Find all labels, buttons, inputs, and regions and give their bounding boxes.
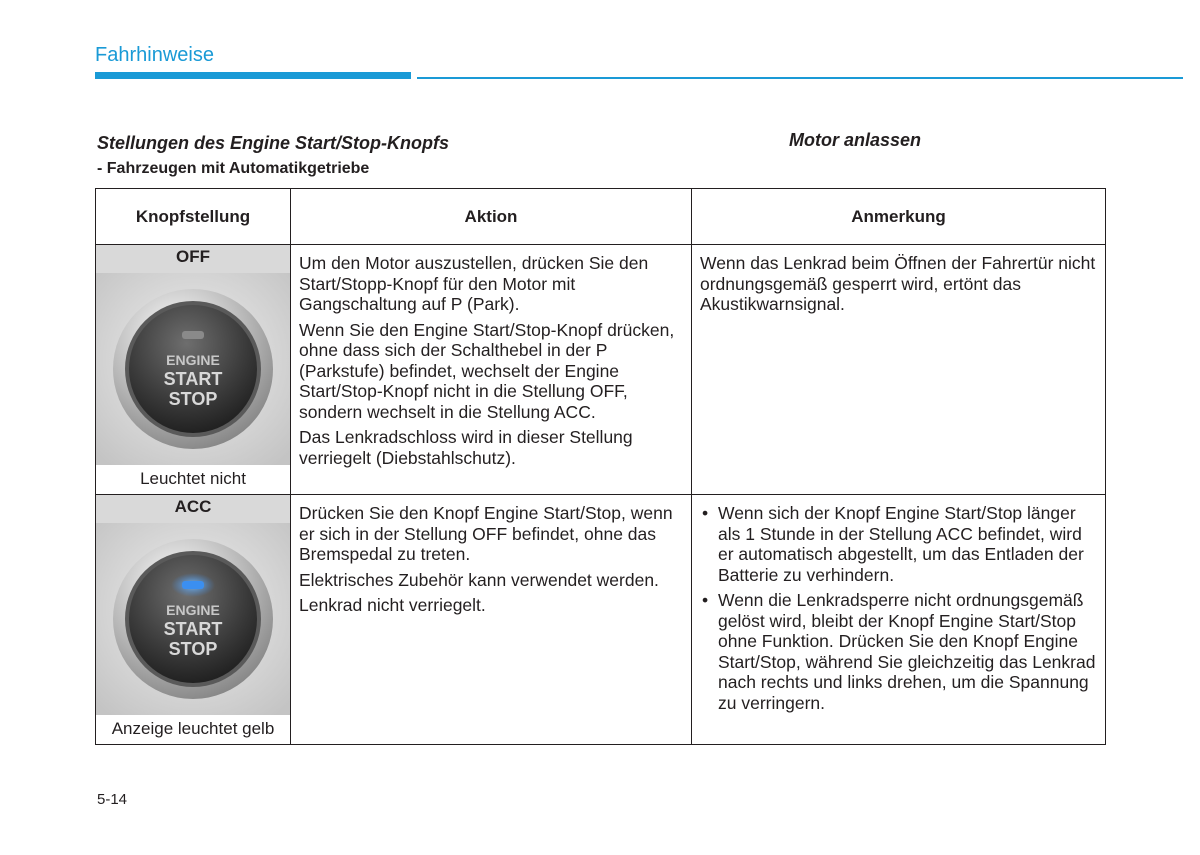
table-heading: Stellungen des Engine Start/Stop-Knopfs [97,133,450,153]
indicator-light-off [182,331,204,339]
button-text-start: START [163,369,223,389]
column-header-position: Knopfstellung [96,189,291,245]
position-cell-acc [96,495,291,745]
action-text: Wenn Sie den Engine Start/Stop-Knopf drücken, ohne dass sich der Schalthebel in der P (Parkstufe) befindet, wechselt der Engine Start/Stop-Knopf nicht in die Stellung OFF, sondern wechselt in die Stellung ACC. [299,319,675,422]
position-cell-off [96,245,291,495]
button-text-stop: STOP [168,389,218,409]
position-label-acc: ACC [96,495,290,523]
column-header-note: Anmerkung [692,189,1106,245]
start-stop-button-image-acc [96,523,290,715]
action-text: Lenkrad nicht verriegelt. [299,595,486,615]
table-row [96,245,1106,495]
header-rule-thick [95,72,411,79]
note-list [700,503,1101,713]
indicator-light-acc [182,581,204,589]
right-column-heading: Motor anlassen [789,130,922,150]
position-caption-acc: Anzeige leuchtet gelb [111,719,275,738]
button-text-stop: STOP [168,639,218,659]
position-caption-off: Leuchtet nicht [140,469,246,488]
button-text-engine: ENGINE [166,352,220,368]
action-cell-acc [291,495,692,745]
button-positions-table [95,188,1106,745]
position-label-off: OFF [96,245,290,273]
action-text: Das Lenkradschloss wird in dieser Stellung verriegelt (Diebstahlschutz). [299,427,633,468]
note-list-item: • Wenn sich der Knopf Engine Start/Stop länger als 1 Stunde in der Stellung ACC befindet, wird er automatisch abgestellt, um das Entladen der Batterie zu verhindern. [700,503,1101,585]
note-list-item: • Wenn die Lenkradsperre nicht ordnungsgemäß gelöst wird, bleibt der Knopf Engine Start/Stop ohne Funktion. Drücken Sie den Knopf Engine Start/Stop, während Sie gleichzeitig das Lenkrad nach rechts und links drehen, um die Spannung zu verringern. [700,590,1101,713]
start-stop-button-image-off [96,273,290,465]
button-text-start: START [163,619,223,639]
action-text: Um den Motor auszustellen, drücken Sie den Start/Stopp-Knopf für den Motor mit Gangschaltung auf P (Park). [299,253,649,314]
button-text-engine: ENGINE [166,602,220,618]
table-header-row [96,189,1106,245]
table-row [96,495,1106,745]
start-stop-button-icon [96,523,290,715]
action-cell-off [291,245,692,495]
start-stop-button-icon [96,273,290,465]
table-subheading: - Fahrzeugen mit Automatikgetriebe [97,160,370,177]
action-text: Drücken Sie den Knopf Engine Start/Stop, wenn er sich in der Stellung OFF befindet, ohne das Bremspedal zu treten. [299,503,673,564]
column-header-action: Aktion [291,189,692,245]
section-title: Fahrhinweise [95,44,214,66]
page-number: 5-14 [97,791,128,808]
note-cell-off [692,245,1106,495]
action-text: Elektrisches Zubehör kann verwendet werden. [299,569,659,590]
note-text: Wenn das Lenkrad beim Öffnen der Fahrertür nicht ordnungsgemäß gesperrt wird, ertönt das Akustikwarnsignal. [700,253,1096,314]
header-rule-thin [417,77,1183,79]
note-cell-acc [692,495,1106,745]
